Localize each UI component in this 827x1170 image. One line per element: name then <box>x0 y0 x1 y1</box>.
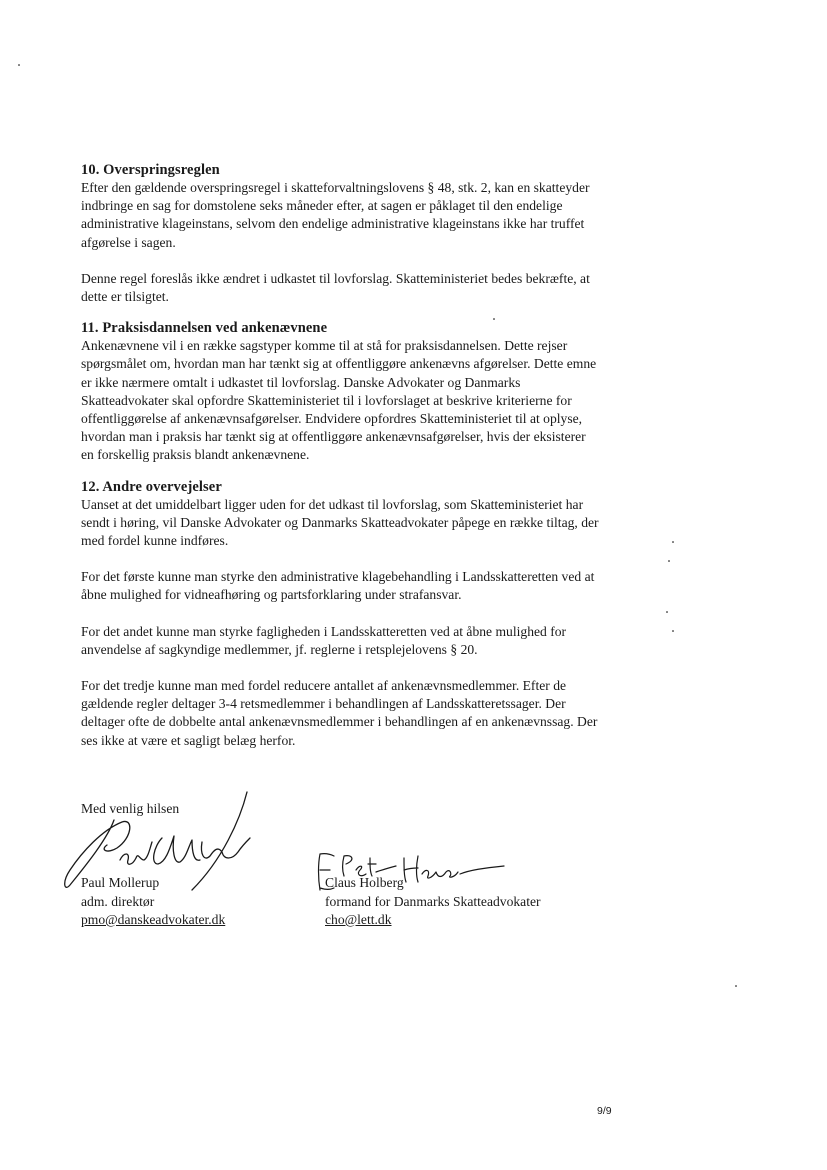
scan-speck <box>668 560 670 562</box>
section-heading: 10. Overspringsreglen <box>81 162 220 178</box>
paragraph: For det tredje kunne man med fordel reducere antallet af ankenævnsmedlemmer. Efter de gældende regler deltager 3-4 retsmedlemmer i behandlingen af Landsskatteretssager. Der deltager ofte de dobbelte antal ankenævnsmedlemmer i behandlingen af en ankenævnssag. Der ses ikke at være et sagligt belæg herfor. <box>81 678 598 748</box>
signatory-email-link[interactable]: cho@lett.dk <box>325 912 392 927</box>
scan-speck <box>672 630 674 632</box>
closing-greeting: Med venlig hilsen <box>81 801 180 816</box>
section-overspringsreglen <box>81 161 601 306</box>
signatory-title: adm. direktør <box>81 893 155 909</box>
paragraph: Efter den gældende overspringsregel i skatteforvaltningslovens § 48, stk. 2, kan en skatteyder indbringe en sag for domstolene seks måneder efter, at sagen er påklaget til den endelige administrative klageinstans, selvom den endelige administrative klageinstans ikke har truffet afgørelse i sagen. <box>81 180 590 250</box>
signatory-right <box>325 874 541 930</box>
paragraph: For det første kunne man styrke den administrative klagebehandling i Landsskatteretten ved at åbne mulighed for vidneafhøring og partsforklaring under strafansvar. <box>81 569 595 603</box>
scan-speck <box>18 64 20 66</box>
signatory-email-link[interactable]: pmo@danskeadvokater.dk <box>81 912 226 927</box>
paragraph: Ankenævnene vil i en række sagstyper komme til at stå for praksisdannelsen. Dette rejser spørgsmålet om, hvordan man har tænkt sig at offentliggøre ankenævns afgørelser. Dette emne er ikke nærmere omtalt i udkastet til lovforslag. Danske Advokater og Danmarks Skatteadvokater skal opfordre Skatteministeriet til i lovforslaget at beskrive kriterierne for offentliggørelse af ankenævnsafgørelser. Endvidere opfordres Skatteministeriet til at oplyse, hvordan man i praksis har tænkt sig at offentliggøre ankenævnsafgørelser, hvis der eksisterer en forskellig praksis blandt ankenævnene. <box>81 338 597 463</box>
signatory-left <box>81 874 225 930</box>
scan-speck <box>493 318 495 320</box>
scan-speck <box>735 985 737 987</box>
section-praksisdannelsen <box>81 319 601 464</box>
section-andre-overvejelser <box>81 478 601 750</box>
section-heading: 12. Andre overvejelser <box>81 478 222 495</box>
scan-speck <box>666 611 668 613</box>
page-number: 9/9 <box>597 1105 612 1117</box>
signatory-name: Paul Mollerup <box>81 875 160 890</box>
section-heading: 11. Praksisdannelsen ved ankenævnene <box>81 320 328 337</box>
paragraph: Denne regel foreslås ikke ændret i udkastet til lovforslag. Skatteministeriet bedes bekræfte, at dette er tilsigtet. <box>81 270 590 305</box>
scan-speck <box>672 541 674 543</box>
signatory-name: Claus Holberg <box>325 875 404 890</box>
paragraph: For det andet kunne man styrke fagligheden i Landsskatteretten ved at åbne mulighed for anvendelse af sagkyndige medlemmer, jf. reglerne i retsplejelovens § 20. <box>81 623 567 657</box>
paragraph: Uanset at det umiddelbart ligger uden for det udkast til lovforslag, som Skatteministeriet har sendt i høring, vil Danske Advokater og Danmarks Skatteadvokater påpege en række tiltag, der med fordel kunne indføres. <box>81 496 599 549</box>
signatory-title: formand for Danmarks Skatteadvokater <box>325 893 541 909</box>
letter-body <box>81 161 601 763</box>
